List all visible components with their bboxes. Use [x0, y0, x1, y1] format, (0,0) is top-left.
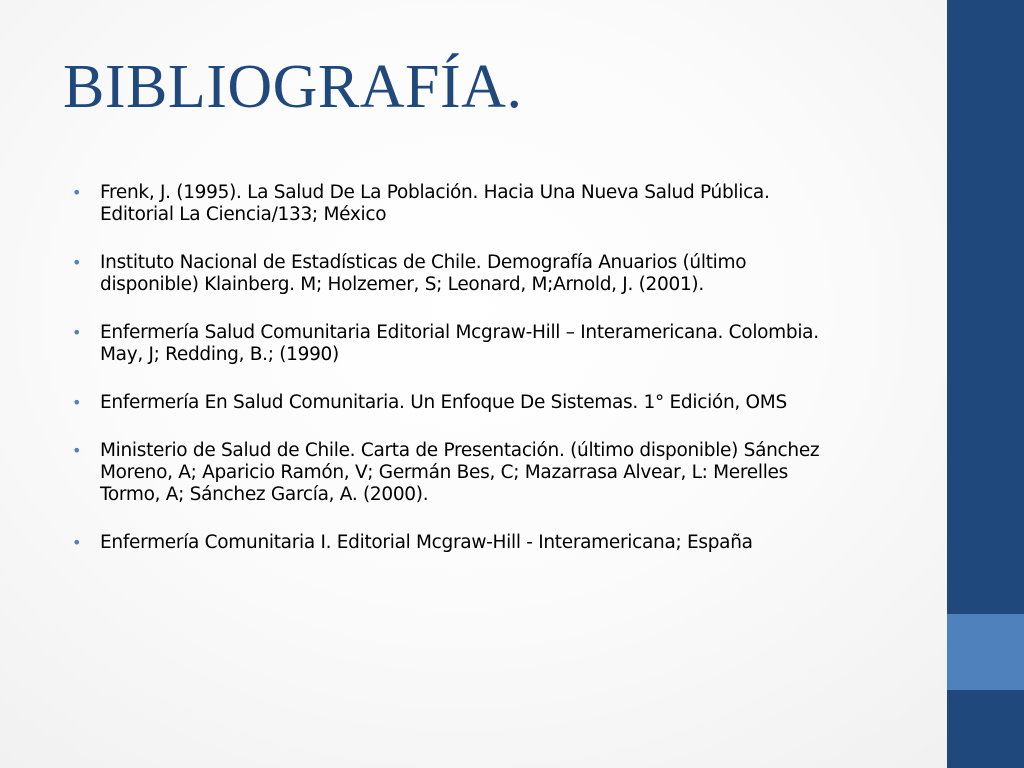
bullet-icon: • [72, 441, 82, 460]
reference-item [72, 440, 932, 506]
reference-line: Enfermería Comunitaria I. Editorial Mcgraw-Hill - Interamericana; España [100, 532, 753, 553]
bullet-icon: • [72, 533, 82, 552]
reference-item [72, 252, 932, 296]
side-bar-accent [947, 614, 1024, 690]
reference-item [72, 532, 932, 554]
reference-line: May, J; Redding, B.; (1990) [100, 344, 339, 365]
reference-line: Instituto Nacional de Estadísticas de Chile. Demografía Anuarios (último [100, 252, 747, 273]
reference-line: Ministerio de Salud de Chile. Carta de Presentación. (último disponible) Sánchez [100, 440, 820, 461]
reference-line: Frenk, J. (1995). La Salud De La Población. Hacia Una Nueva Salud Pública. [100, 182, 770, 203]
slide-title: BIBLIOGRAFÍA. [63, 53, 523, 121]
bullet-icon: • [72, 323, 82, 342]
reference-list [72, 182, 932, 580]
reference-line: Editorial La Ciencia/133; México [100, 204, 387, 225]
reference-line: Moreno, A; Aparicio Ramón, V; Germán Bes, C; Mazarrasa Alvear, L: Merelles [100, 462, 788, 483]
bullet-icon: • [72, 253, 82, 272]
reference-item [72, 182, 932, 226]
reference-item [72, 392, 932, 414]
reference-line: disponible) Klainberg. M; Holzemer, S; Leonard, M;Arnold, J. (2001). [100, 274, 704, 295]
bullet-icon: • [72, 393, 82, 412]
bullet-icon: • [72, 183, 82, 202]
reference-line: Tormo, A; Sánchez García, A. (2000). [100, 484, 429, 505]
reference-line: Enfermería Salud Comunitaria Editorial Mcgraw-Hill – Interamericana. Colombia. [100, 322, 819, 343]
reference-line: Enfermería En Salud Comunitaria. Un Enfoque De Sistemas. 1° Edición, OMS [100, 392, 787, 413]
reference-item [72, 322, 932, 366]
